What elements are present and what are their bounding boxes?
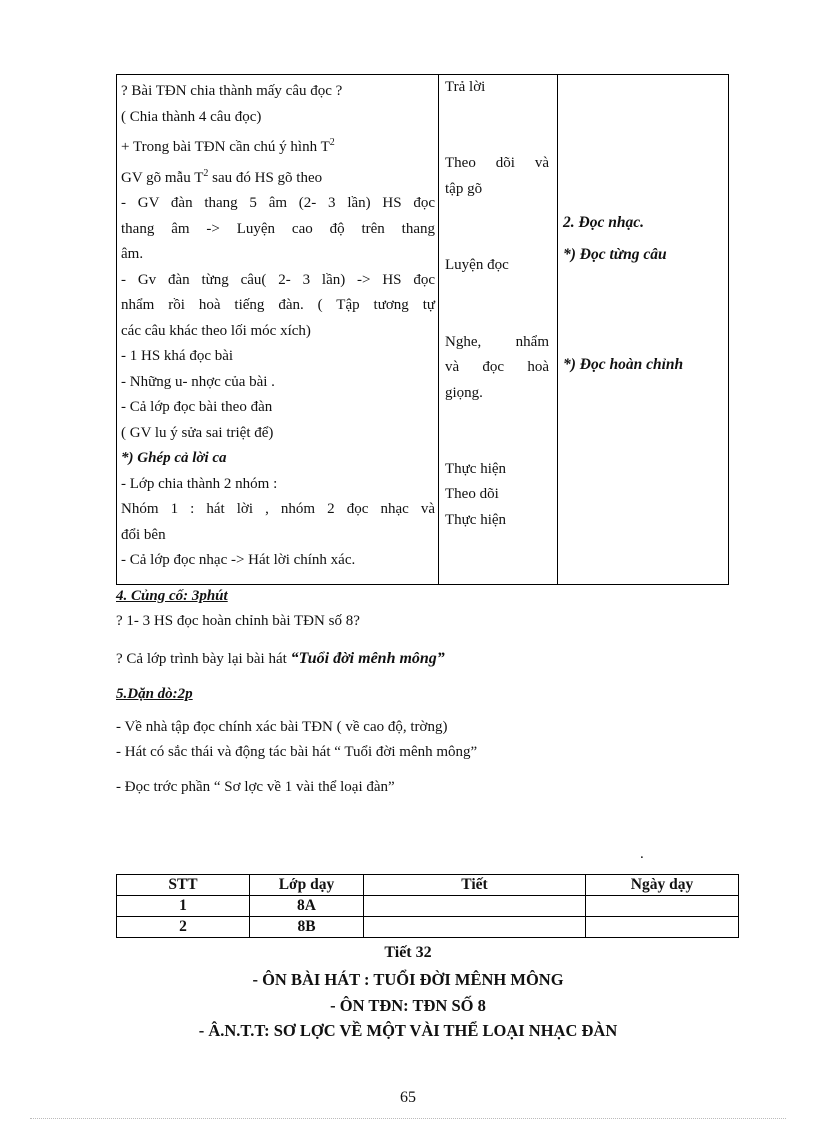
teacher-line: Nhóm 1 : hát lời , nhóm 2 đọc nhạc và (121, 501, 435, 517)
table-header-row (117, 875, 739, 896)
student-line: giọng. (445, 385, 483, 401)
teacher-line: - Cả lớp đọc bài theo đàn (121, 399, 273, 415)
teacher-line: ? Bài TĐN chia thành mấy câu đọc ? (121, 83, 343, 99)
teacher-line: + Trong bài TĐN cần chú ý hình $T^2$ (121, 137, 335, 155)
table-cell (364, 917, 586, 938)
teacher-line: nhẩm rồi hoà tiếng đàn. ( Tập tương tự (121, 297, 435, 313)
table-cell (586, 896, 739, 917)
song-title: “Tuổi đời mênh mông” (290, 650, 445, 667)
student-line: tập gõ (445, 181, 483, 197)
section4-heading: 4. Củng cố: 3phút (116, 588, 228, 604)
lesson-title: Tiết 32 (384, 944, 432, 961)
teacher-line: đổi bên (121, 526, 166, 543)
lesson-line: - ÔN TĐN: TĐN SỐ 8 (330, 996, 486, 1015)
stray-dot: . (640, 846, 644, 862)
teacher-line: - Những u- nhợc của bài . (121, 373, 275, 390)
teacher-line: - Lớp chia thành 2 nhóm : (121, 475, 278, 492)
table-cell (364, 896, 586, 917)
homework-item: - Đọc trớc phần “ Sơ lợc về 1 vài thể loại đàn” (116, 779, 395, 795)
section4-question: ? Cả lớp trình bày lại bài hát “Tuổi đời mênh mông” (116, 650, 445, 667)
page-number: 65 (400, 1089, 416, 1106)
teacher-line: ( Chia thành 4 câu đọc) (121, 108, 262, 125)
table-row (117, 917, 739, 938)
table-header: STT (117, 875, 250, 896)
student-line: Trả lời (445, 79, 486, 95)
table-header: Ngày dạy (586, 875, 739, 896)
activity-table (116, 74, 729, 585)
section4-question: ? 1- 3 HS đọc hoàn chỉnh bài TĐN số 8? (116, 613, 360, 629)
lesson-line: - Â.N.T.T: SƠ LỢC VỀ MỘT VÀI THỂ LOẠI NHẠC ĐÀN (198, 1021, 618, 1040)
teacher-line: - Cả lớp đọc nhạc -> Hát lời chính xác. (121, 552, 356, 568)
teacher-line: âm. (121, 246, 144, 262)
student-line: Thực hiện (445, 512, 507, 528)
student-line: Luyện đọc (445, 257, 509, 273)
teacher-line: - 1 HS khá đọc bài (121, 348, 234, 364)
teacher-line: các câu khác theo lối móc xích) (121, 322, 311, 339)
teacher-line: thang âm -> Luyện cao độ trên thang (121, 220, 435, 237)
table-cell: 2 (117, 917, 250, 938)
student-line: Theo dõi (445, 486, 499, 502)
homework-item: - Về nhà tập đọc chính xác bài TĐN ( về cao độ, trờng) (116, 719, 448, 735)
content-heading: 2. Đọc nhạc. (563, 214, 644, 231)
student-line: Nghe, nhẩm (445, 334, 549, 350)
lesson-line: - ÔN BÀI HÁT : TUỔI ĐỜI MÊNH MÔNG (252, 970, 564, 989)
table-cell: 1 (117, 896, 250, 917)
teacher-line: - Gv đàn từng câu( 2- 3 lần) -> HS đọc (121, 271, 435, 288)
teacher-activity-column (121, 79, 435, 574)
student-line: và đọc hoà (445, 359, 549, 375)
content-heading: *) Đọc hoàn chỉnh (563, 356, 684, 373)
section5-heading: 5.Dặn dò:2p (116, 686, 193, 702)
table-cell: 8B (250, 917, 364, 938)
table-row (117, 896, 739, 917)
table-header: Lớp dạy (250, 875, 364, 896)
column-divider (438, 75, 439, 584)
teacher-line: - GV đàn thang 5 âm (2- 3 lần) HS đọc (121, 195, 435, 211)
teacher-line: ( GV lu ý sửa sai triệt để) (121, 424, 274, 441)
teacher-line: GV gõ mẫu $T^2$ sau đó HS gõ theo (121, 167, 323, 186)
table-cell (586, 917, 739, 938)
column-divider (557, 75, 558, 584)
student-line: Thực hiện (445, 461, 507, 477)
homework-item: - Hát có sắc thái và động tác bài hát “ Tuổi đời mênh mông” (116, 744, 478, 760)
teacher-subheading: *) Ghép cả lời ca (121, 450, 227, 466)
table-cell: 8A (250, 896, 364, 917)
footer-divider (30, 1118, 786, 1119)
table-header: Tiết (364, 875, 586, 896)
content-heading: *) Đọc từng câu (563, 246, 667, 263)
schedule-table (116, 874, 739, 938)
student-line: Theo dõi và (445, 155, 549, 171)
